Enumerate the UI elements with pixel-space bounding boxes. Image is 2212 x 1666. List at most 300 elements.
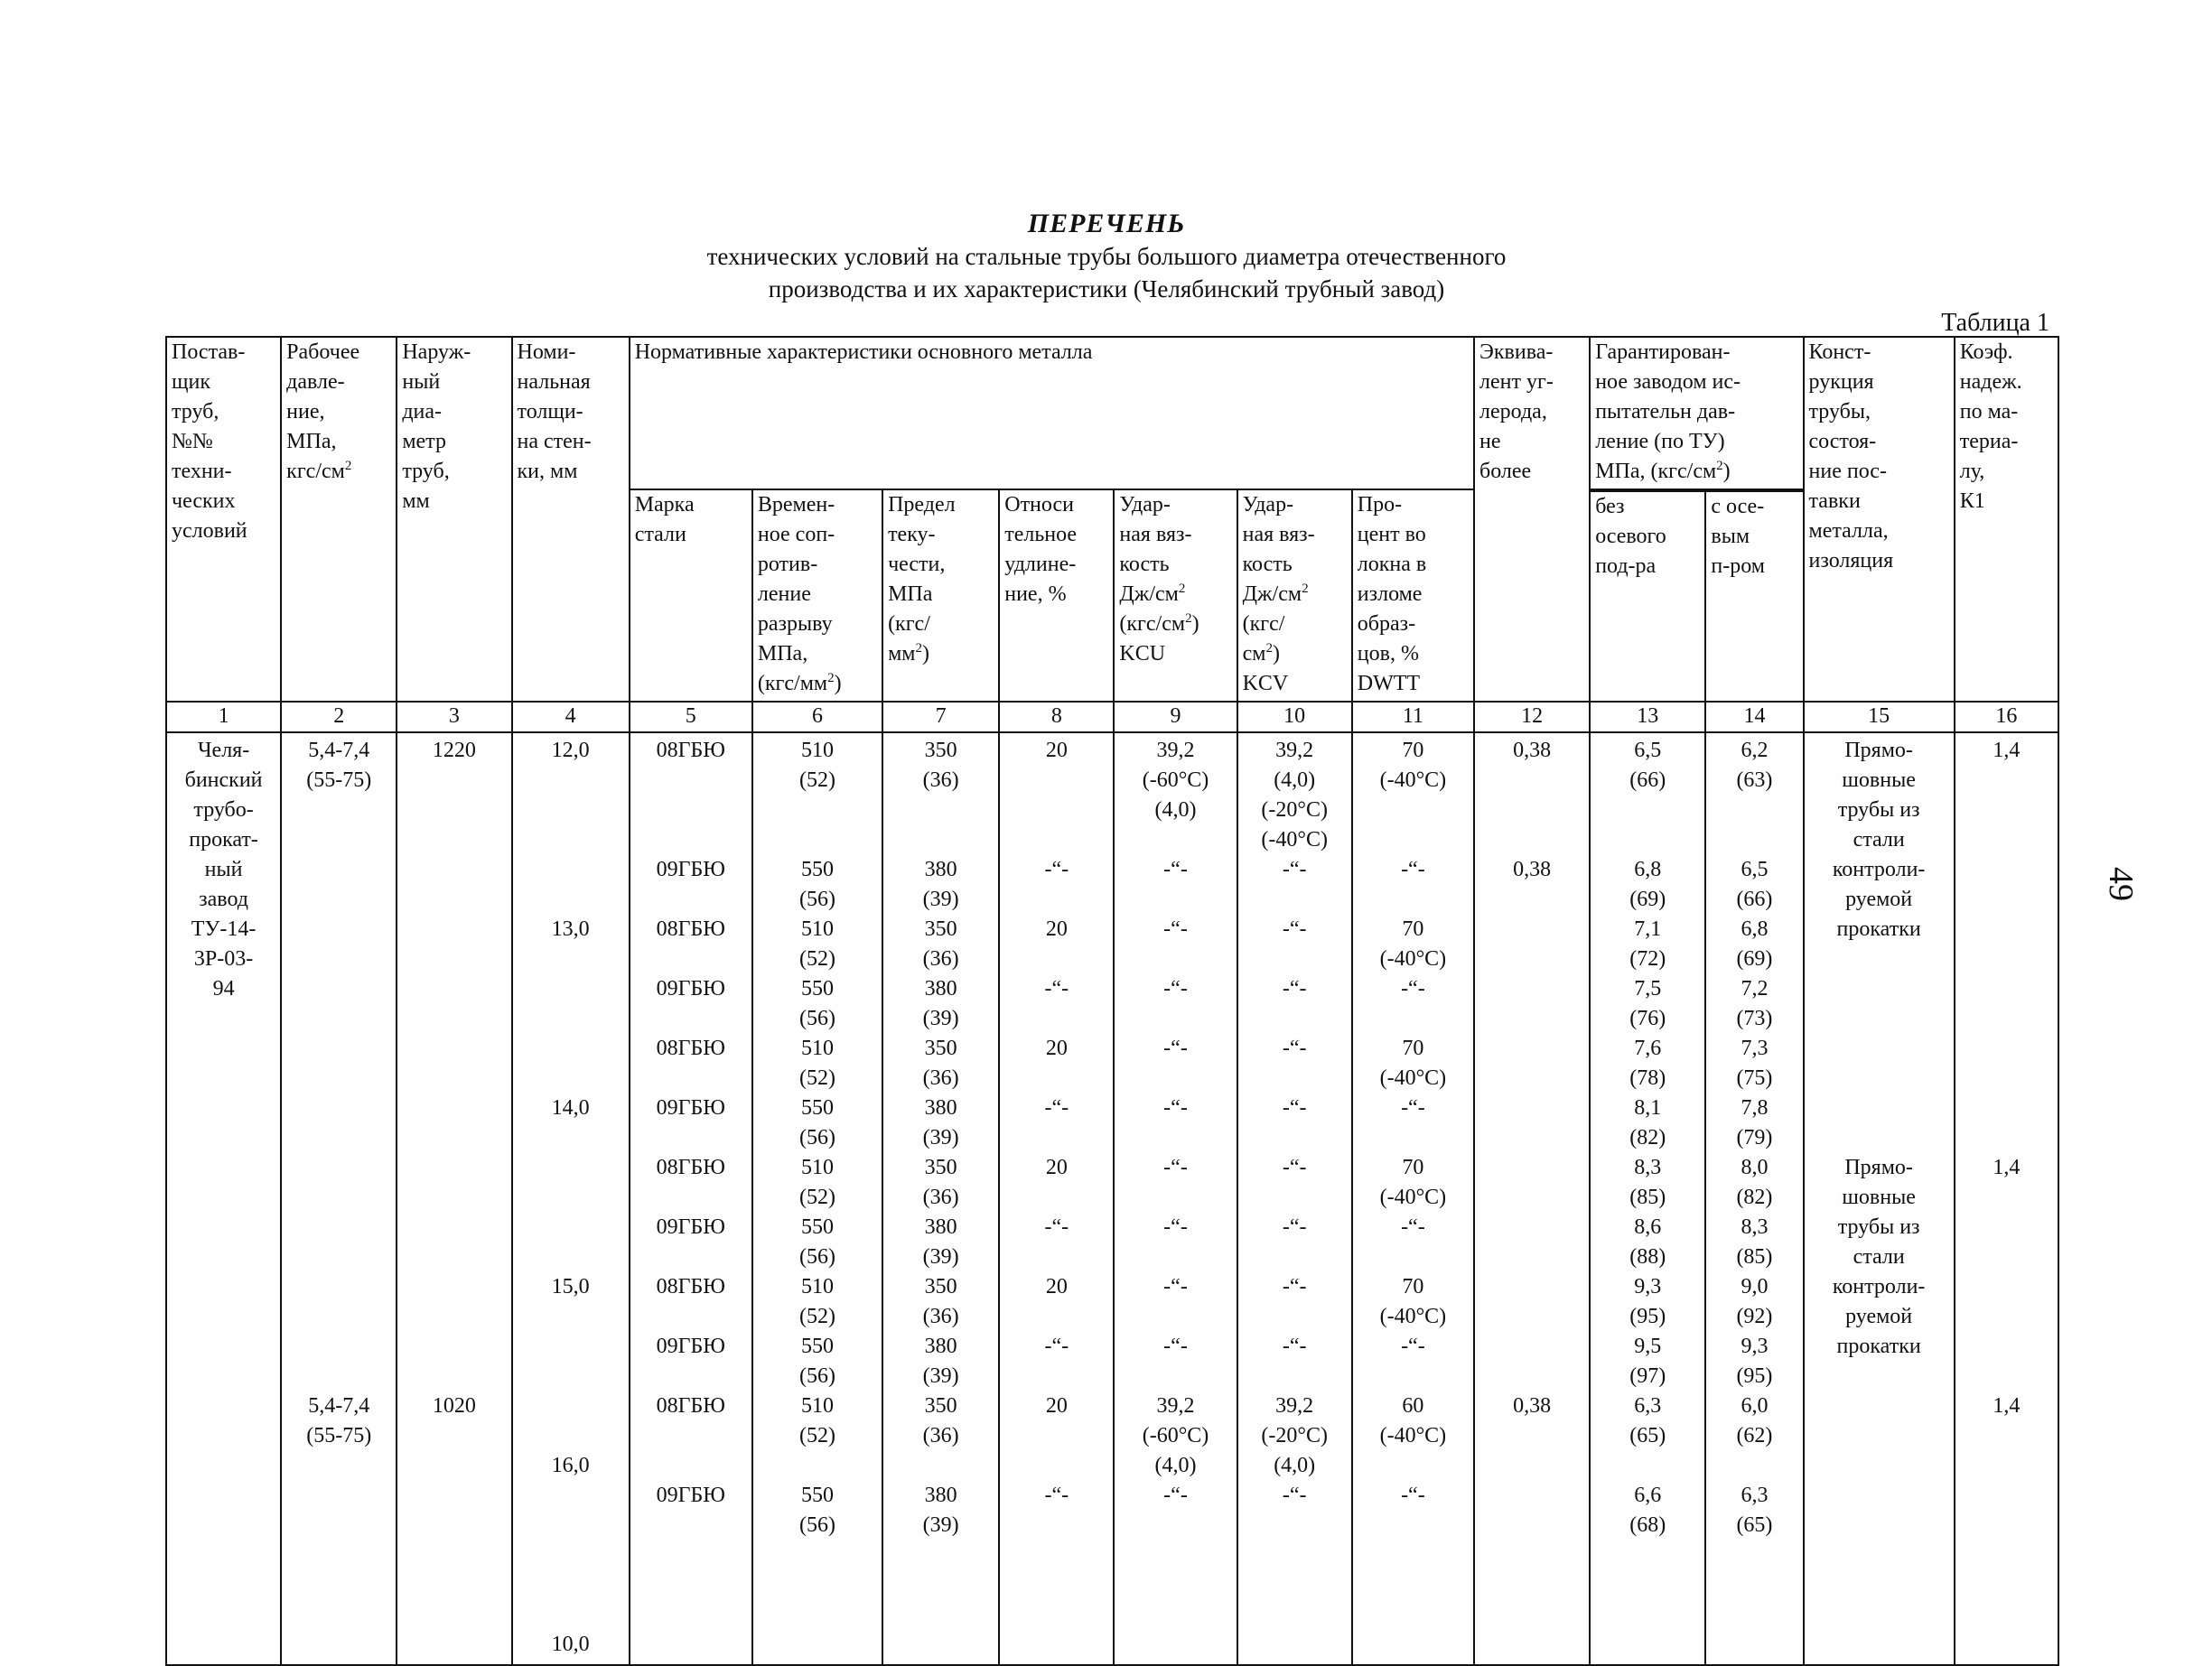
cell-line bbox=[401, 826, 507, 856]
cell-line bbox=[517, 1035, 625, 1065]
cell-line bbox=[1479, 945, 1585, 975]
cell-line: $Дж/см^2$ bbox=[1119, 582, 1186, 606]
header-outer-diameter bbox=[397, 337, 511, 702]
cell-line: условий bbox=[172, 519, 247, 543]
cell-line: $Дж/см^2$ bbox=[1242, 582, 1309, 606]
cell-line: (56) bbox=[798, 1245, 835, 1269]
cell-line bbox=[1808, 1124, 1950, 1154]
cell-line bbox=[285, 945, 392, 975]
column-number: 6 bbox=[752, 702, 882, 732]
cell-line bbox=[285, 1363, 392, 1392]
cell-line: (-40°С) bbox=[1379, 768, 1447, 792]
cell-line bbox=[285, 856, 392, 886]
cell-line: по ма- bbox=[1959, 400, 2019, 423]
cell-line: (39) bbox=[922, 1513, 959, 1537]
cell-line: образ- bbox=[1357, 612, 1416, 636]
cell-line: 1,4 bbox=[1993, 1394, 2021, 1418]
cell-line bbox=[1479, 975, 1585, 1005]
cell-line bbox=[1242, 1363, 1348, 1392]
cell-line: ТУ-14- bbox=[191, 917, 257, 941]
cell-line: тельное bbox=[1004, 523, 1078, 546]
cell-line: 350 bbox=[924, 739, 957, 762]
cell-line: Рабочее bbox=[286, 340, 360, 364]
header-base-metal-group: Нормативные характеристики основного металла bbox=[630, 337, 1474, 489]
cell-line: (85) bbox=[1629, 1186, 1666, 1209]
cell-line: (-40°С) bbox=[1261, 828, 1328, 852]
cell-line bbox=[1808, 1094, 1950, 1124]
header-carbon-equivalent bbox=[1474, 337, 1590, 702]
cell-line: (55-75) bbox=[306, 1424, 372, 1447]
cell-line bbox=[887, 796, 994, 826]
cell-line: Эквива- bbox=[1479, 340, 1554, 364]
cell-line: 6,3 bbox=[1634, 1394, 1662, 1418]
document-heading bbox=[542, 208, 1671, 305]
cell-line: МПа bbox=[888, 582, 933, 606]
cell-line: ная вяз- bbox=[1119, 523, 1192, 546]
cell-line: 70 bbox=[1402, 1037, 1424, 1060]
cell-line: Гарантирован- bbox=[1595, 340, 1731, 364]
cell-line bbox=[1118, 886, 1232, 916]
cell-line: -“- bbox=[1401, 1096, 1425, 1120]
document-subtitle-line-2: производства и их характеристики (Челябинский трубный завод) bbox=[768, 275, 1445, 302]
cell-line bbox=[517, 1065, 625, 1094]
cell-line: (63) bbox=[1736, 768, 1773, 792]
cell-line: на стен- bbox=[517, 430, 592, 453]
header-pipe-design bbox=[1804, 337, 1955, 702]
cell-line: 510 bbox=[800, 739, 834, 762]
cell-line: 09ГБЮ bbox=[656, 977, 725, 1001]
cell-line bbox=[887, 826, 994, 856]
cell-line: Номи- bbox=[517, 340, 576, 364]
header-row-1 bbox=[166, 337, 2058, 489]
cell-line: -“- bbox=[1163, 858, 1188, 881]
cell-line: KCV bbox=[1242, 672, 1289, 695]
cell-line bbox=[1118, 1363, 1232, 1392]
cell-line: (-20°С) bbox=[1261, 798, 1328, 822]
superscript: 2 bbox=[915, 641, 922, 656]
cell-line bbox=[285, 1243, 392, 1273]
header-impact-kcv bbox=[1237, 489, 1352, 702]
cell-line: 7,8 bbox=[1741, 1096, 1769, 1120]
cell-line: 08ГБЮ bbox=[656, 1394, 725, 1418]
cell-line: ние, % bbox=[1004, 582, 1067, 606]
cell-line: 70 bbox=[1402, 1156, 1424, 1179]
cell-line: (-40°С) bbox=[1379, 947, 1447, 971]
cell-line: Прямо- bbox=[1844, 1156, 1913, 1179]
cell-line bbox=[401, 1303, 507, 1333]
cell-line bbox=[1003, 1303, 1109, 1333]
cell-line: 550 bbox=[800, 1484, 834, 1507]
cell-line: -“- bbox=[1401, 1215, 1425, 1239]
cell-line bbox=[634, 1065, 748, 1094]
cell-line: (82) bbox=[1629, 1126, 1666, 1149]
cell-line: -“- bbox=[1163, 1096, 1188, 1120]
pipe-design-cell bbox=[1804, 732, 1955, 1665]
cell-line: бинский bbox=[184, 768, 263, 792]
cell-line: -“- bbox=[1163, 1156, 1188, 1179]
cell-line: МПа, $(кгс/см^2)$ bbox=[1595, 459, 1731, 483]
impact-kcu-cell bbox=[1114, 732, 1237, 1665]
cell-line bbox=[1003, 1184, 1109, 1214]
cell-line bbox=[634, 1243, 748, 1273]
column-number: 1 bbox=[166, 702, 281, 732]
steel-grade-cell bbox=[630, 732, 752, 1665]
cell-line: 380 bbox=[924, 1096, 957, 1120]
cell-line: 510 bbox=[800, 917, 834, 941]
cell-line: (52) bbox=[798, 1424, 835, 1447]
header-wall-thickness bbox=[512, 337, 630, 702]
cell-line: 350 bbox=[924, 1037, 957, 1060]
cell-line bbox=[1003, 1452, 1109, 1482]
cell-line: 08ГБЮ bbox=[656, 1156, 725, 1179]
cell-line: (39) bbox=[922, 1245, 959, 1269]
cell-line: 350 bbox=[924, 1156, 957, 1179]
cell-line: (79) bbox=[1736, 1126, 1773, 1149]
yield-cell bbox=[882, 732, 999, 1665]
cell-line bbox=[1479, 1005, 1585, 1035]
table-body-row bbox=[166, 732, 2058, 1665]
cell-line: -“- bbox=[1282, 1156, 1307, 1179]
cell-line bbox=[1479, 1065, 1585, 1094]
cell-line bbox=[285, 1184, 392, 1214]
cell-line bbox=[1242, 1303, 1348, 1333]
cell-line: кгс/$см^2$ bbox=[286, 459, 352, 483]
cell-line bbox=[285, 886, 392, 916]
cell-line bbox=[1959, 916, 2054, 945]
cell-line: 5,4-7,4 bbox=[308, 739, 370, 762]
no-axial-pressure-cell bbox=[1590, 732, 1705, 1665]
cell-line: 6,0 bbox=[1741, 1394, 1769, 1418]
column-number: 11 bbox=[1352, 702, 1474, 732]
cell-line: мм bbox=[402, 489, 430, 513]
cell-line bbox=[1710, 1452, 1798, 1482]
cell-line bbox=[285, 796, 392, 826]
cell-line: 09ГБЮ bbox=[656, 1335, 725, 1358]
cell-line: (52) bbox=[798, 1186, 835, 1209]
cell-line bbox=[1003, 1005, 1109, 1035]
cell-line: контроли- bbox=[1832, 1275, 1926, 1298]
cell-line: (56) bbox=[798, 1126, 835, 1149]
cell-line: Времен- bbox=[757, 493, 835, 517]
cell-line: (52) bbox=[798, 1066, 835, 1090]
cell-line bbox=[1118, 945, 1232, 975]
cell-line: -“- bbox=[1163, 1335, 1188, 1358]
cell-line bbox=[285, 1124, 392, 1154]
cell-line: (95) bbox=[1736, 1364, 1773, 1388]
cell-line: лерода, bbox=[1479, 400, 1547, 423]
cell-line bbox=[517, 826, 625, 856]
cell-line: 6,2 bbox=[1741, 739, 1769, 762]
cell-line bbox=[1479, 767, 1585, 796]
cell-line: 510 bbox=[800, 1394, 834, 1418]
cell-line: стали bbox=[1853, 828, 1905, 852]
header-work-pressure bbox=[281, 337, 397, 702]
cell-line bbox=[285, 826, 392, 856]
cell-line: МПа, bbox=[286, 430, 337, 453]
cell-line bbox=[401, 886, 507, 916]
cell-line: теку- bbox=[888, 523, 936, 546]
cell-line: 09ГБЮ bbox=[656, 1215, 725, 1239]
cell-line bbox=[757, 826, 878, 856]
cell-line bbox=[1479, 1124, 1585, 1154]
superscript: 2 bbox=[1302, 582, 1309, 596]
cell-line: 08ГБЮ bbox=[656, 1037, 725, 1060]
cell-line: 0,38 bbox=[1513, 739, 1552, 762]
cell-line bbox=[401, 1363, 507, 1392]
cell-line bbox=[1959, 1303, 2054, 1333]
cell-line: (36) bbox=[922, 947, 959, 971]
cell-line: метр bbox=[402, 430, 446, 453]
table-label: Таблица 1 bbox=[1941, 309, 2049, 337]
cell-line: 8,6 bbox=[1634, 1215, 1662, 1239]
cell-line: руемой bbox=[1845, 888, 1913, 911]
column-number: 9 bbox=[1114, 702, 1237, 732]
cell-line bbox=[285, 1094, 392, 1124]
cell-line: руемой bbox=[1845, 1305, 1913, 1328]
cell-line bbox=[1118, 1005, 1232, 1035]
column-number: 10 bbox=[1237, 702, 1352, 732]
cell-line: прокатки bbox=[1836, 917, 1921, 941]
cell-line: 20 bbox=[1045, 917, 1068, 941]
cell-line: -“- bbox=[1044, 1335, 1069, 1358]
cell-line: ление (по ТУ) bbox=[1595, 430, 1725, 453]
cell-line: труб, bbox=[402, 460, 450, 483]
cell-line bbox=[1357, 826, 1470, 856]
cell-line: 1220 bbox=[432, 739, 476, 762]
cell-line bbox=[1479, 1035, 1585, 1065]
cell-line bbox=[285, 1035, 392, 1065]
cell-line bbox=[634, 1184, 748, 1214]
cell-line: 0,38 bbox=[1513, 1394, 1552, 1418]
cell-line: под-ра bbox=[1595, 554, 1657, 578]
cell-line bbox=[1710, 826, 1798, 856]
cell-line bbox=[757, 796, 878, 826]
cell-line: -“- bbox=[1044, 1484, 1069, 1507]
carbon-equivalent-cell bbox=[1474, 732, 1590, 1665]
dwtt-cell bbox=[1352, 732, 1474, 1665]
cell-line: Челя- bbox=[197, 739, 250, 762]
cell-line bbox=[634, 886, 748, 916]
cell-line bbox=[401, 1184, 507, 1214]
cell-line bbox=[1959, 1124, 2054, 1154]
cell-line: 380 bbox=[924, 1484, 957, 1507]
cell-line bbox=[401, 1005, 507, 1035]
cell-line: (66) bbox=[1736, 888, 1773, 911]
cell-line bbox=[1959, 975, 2054, 1005]
column-number: 15 bbox=[1804, 702, 1955, 732]
cell-line: ный bbox=[402, 370, 441, 394]
cell-line bbox=[401, 945, 507, 975]
cell-line: (39) bbox=[922, 1007, 959, 1030]
cell-line bbox=[1479, 1363, 1585, 1392]
cell-line: (76) bbox=[1629, 1007, 1666, 1030]
cell-line bbox=[517, 1482, 625, 1512]
cell-line bbox=[1959, 856, 2054, 886]
cell-line bbox=[1357, 1452, 1470, 1482]
cell-line: 08ГБЮ bbox=[656, 739, 725, 762]
cell-line: -“- bbox=[1282, 917, 1307, 941]
cell-line: -“- bbox=[1401, 858, 1425, 881]
cell-line: (36) bbox=[922, 1424, 959, 1447]
cell-line: (39) bbox=[922, 1126, 959, 1149]
column-number: 12 bbox=[1474, 702, 1590, 732]
cell-line: ки, мм bbox=[517, 460, 578, 483]
cell-line bbox=[1959, 1333, 2054, 1363]
cell-line bbox=[1003, 826, 1109, 856]
cell-line: 70 bbox=[1402, 739, 1424, 762]
cell-line: стали bbox=[634, 523, 686, 546]
cell-line: 550 bbox=[800, 977, 834, 1001]
cell-line bbox=[1242, 945, 1348, 975]
cell-line bbox=[1808, 1035, 1950, 1065]
cell-line: 510 bbox=[800, 1037, 834, 1060]
cell-line bbox=[517, 1184, 625, 1214]
cell-line: с осе- bbox=[1711, 495, 1765, 518]
cell-line bbox=[1479, 1303, 1585, 1333]
cell-line bbox=[285, 975, 392, 1005]
cell-line: -“- bbox=[1282, 858, 1307, 881]
cell-line: 9,0 bbox=[1741, 1275, 1769, 1298]
column-number: 8 bbox=[999, 702, 1114, 732]
cell-line: 6,3 bbox=[1741, 1484, 1769, 1507]
cell-line: 9,5 bbox=[1634, 1335, 1662, 1358]
cell-line: Наруж- bbox=[402, 340, 471, 364]
header-with-axial bbox=[1705, 491, 1803, 702]
cell-line bbox=[1242, 1243, 1348, 1273]
with-axial-pressure-cell bbox=[1705, 732, 1803, 1665]
cell-line: 20 bbox=[1045, 1275, 1068, 1298]
cell-line: 15,0 bbox=[551, 1275, 590, 1298]
cell-line: -“- bbox=[1282, 1275, 1307, 1298]
cell-line: 6,6 bbox=[1634, 1484, 1662, 1507]
cell-line: 60 bbox=[1402, 1394, 1424, 1418]
cell-line: 510 bbox=[800, 1156, 834, 1179]
header-tensile-strength bbox=[752, 489, 882, 702]
cell-line bbox=[1959, 767, 2054, 796]
column-number: 3 bbox=[397, 702, 511, 732]
cell-line: 510 bbox=[800, 1275, 834, 1298]
cell-line bbox=[634, 945, 748, 975]
header-supplier bbox=[166, 337, 281, 702]
cell-line bbox=[1959, 945, 2054, 975]
cell-line: (95) bbox=[1629, 1305, 1666, 1328]
cell-line bbox=[517, 1303, 625, 1333]
supplier-cell bbox=[166, 732, 281, 1665]
cell-line bbox=[887, 1452, 994, 1482]
cell-line: изоляция bbox=[1808, 549, 1894, 572]
cell-line: -“- bbox=[1163, 917, 1188, 941]
cell-line: (-60°С) bbox=[1142, 1424, 1209, 1447]
cell-line: труб, bbox=[172, 400, 219, 423]
cell-line bbox=[1357, 1005, 1470, 1035]
cell-line: МПа, bbox=[757, 642, 808, 665]
cell-line: 1,4 bbox=[1993, 1156, 2021, 1179]
cell-line: 550 bbox=[800, 1335, 834, 1358]
cell-line: прокатки bbox=[1836, 1335, 1921, 1358]
cell-line bbox=[285, 1333, 392, 1363]
cell-line: 550 bbox=[800, 1215, 834, 1239]
cell-line: локна в bbox=[1357, 553, 1427, 576]
column-number-row bbox=[166, 702, 2058, 732]
cell-line: трубы, bbox=[1808, 400, 1871, 423]
superscript: 2 bbox=[1265, 641, 1273, 656]
cell-line bbox=[1479, 1214, 1585, 1243]
cell-line bbox=[634, 1005, 748, 1035]
cell-line: (-40°С) bbox=[1379, 1305, 1447, 1328]
cell-line bbox=[1959, 1035, 2054, 1065]
cell-line: Марка bbox=[634, 493, 695, 517]
cell-line bbox=[285, 1214, 392, 1243]
cell-line: (75) bbox=[1736, 1066, 1773, 1090]
cell-line: 7,1 bbox=[1634, 917, 1662, 941]
cell-line bbox=[1003, 796, 1109, 826]
cell-line: $(кгс/мм^2)$ bbox=[757, 671, 842, 695]
cell-line: 1,4 bbox=[1993, 739, 2021, 762]
cell-line: 350 bbox=[924, 917, 957, 941]
cell-line: (55-75) bbox=[306, 768, 372, 792]
cell-line: 08ГБЮ bbox=[656, 1275, 725, 1298]
cell-line: 380 bbox=[924, 858, 957, 881]
cell-line: -“- bbox=[1163, 1215, 1188, 1239]
column-number: 14 bbox=[1705, 702, 1803, 732]
cell-line: -“- bbox=[1282, 1335, 1307, 1358]
cell-line: -“- bbox=[1163, 977, 1188, 1001]
cell-line: 20 bbox=[1045, 1037, 1068, 1060]
cell-line: давле- bbox=[286, 370, 345, 394]
cell-line: 9,3 bbox=[1634, 1275, 1662, 1298]
cell-line bbox=[757, 1452, 878, 1482]
cell-line: 7,6 bbox=[1634, 1037, 1662, 1060]
cell-line: разрыву bbox=[757, 612, 833, 636]
cell-line: 70 bbox=[1402, 917, 1424, 941]
cell-line bbox=[1003, 1363, 1109, 1392]
cell-line: №№ bbox=[172, 430, 213, 453]
cell-line: (52) bbox=[798, 768, 835, 792]
cell-line bbox=[1959, 1214, 2054, 1243]
cell-line: лу, bbox=[1959, 460, 1985, 483]
column-number: 4 bbox=[512, 702, 630, 732]
cell-line: (97) bbox=[1629, 1364, 1666, 1388]
cell-line: 7,2 bbox=[1741, 977, 1769, 1001]
cell-line bbox=[1118, 1184, 1232, 1214]
cell-line: 70 bbox=[1402, 1275, 1424, 1298]
cell-line bbox=[1959, 826, 2054, 856]
cell-line: ротив- bbox=[757, 553, 818, 576]
cell-line bbox=[1959, 1065, 2054, 1094]
cell-line: удлине- bbox=[1004, 553, 1077, 576]
cell-line: (72) bbox=[1629, 947, 1666, 971]
cell-line bbox=[401, 1094, 507, 1124]
cell-line bbox=[1808, 1065, 1950, 1094]
cell-line: -“- bbox=[1044, 1096, 1069, 1120]
cell-line: 6,5 bbox=[1741, 858, 1769, 881]
cell-line: 380 bbox=[924, 1335, 957, 1358]
cell-line bbox=[1959, 796, 2054, 826]
cell-line bbox=[634, 767, 748, 796]
cell-line bbox=[401, 856, 507, 886]
cell-line: 09ГБЮ bbox=[656, 858, 725, 881]
cell-line bbox=[1959, 1005, 2054, 1035]
cell-line bbox=[1003, 1124, 1109, 1154]
header-no-axial bbox=[1590, 491, 1705, 702]
cell-line bbox=[285, 916, 392, 945]
cell-line bbox=[1003, 945, 1109, 975]
column-number: 7 bbox=[882, 702, 999, 732]
cell-line: осевого bbox=[1595, 525, 1666, 548]
cell-line: (кгс/ bbox=[888, 612, 930, 636]
cell-line: металла, bbox=[1808, 519, 1889, 543]
cell-line: 550 bbox=[800, 858, 834, 881]
